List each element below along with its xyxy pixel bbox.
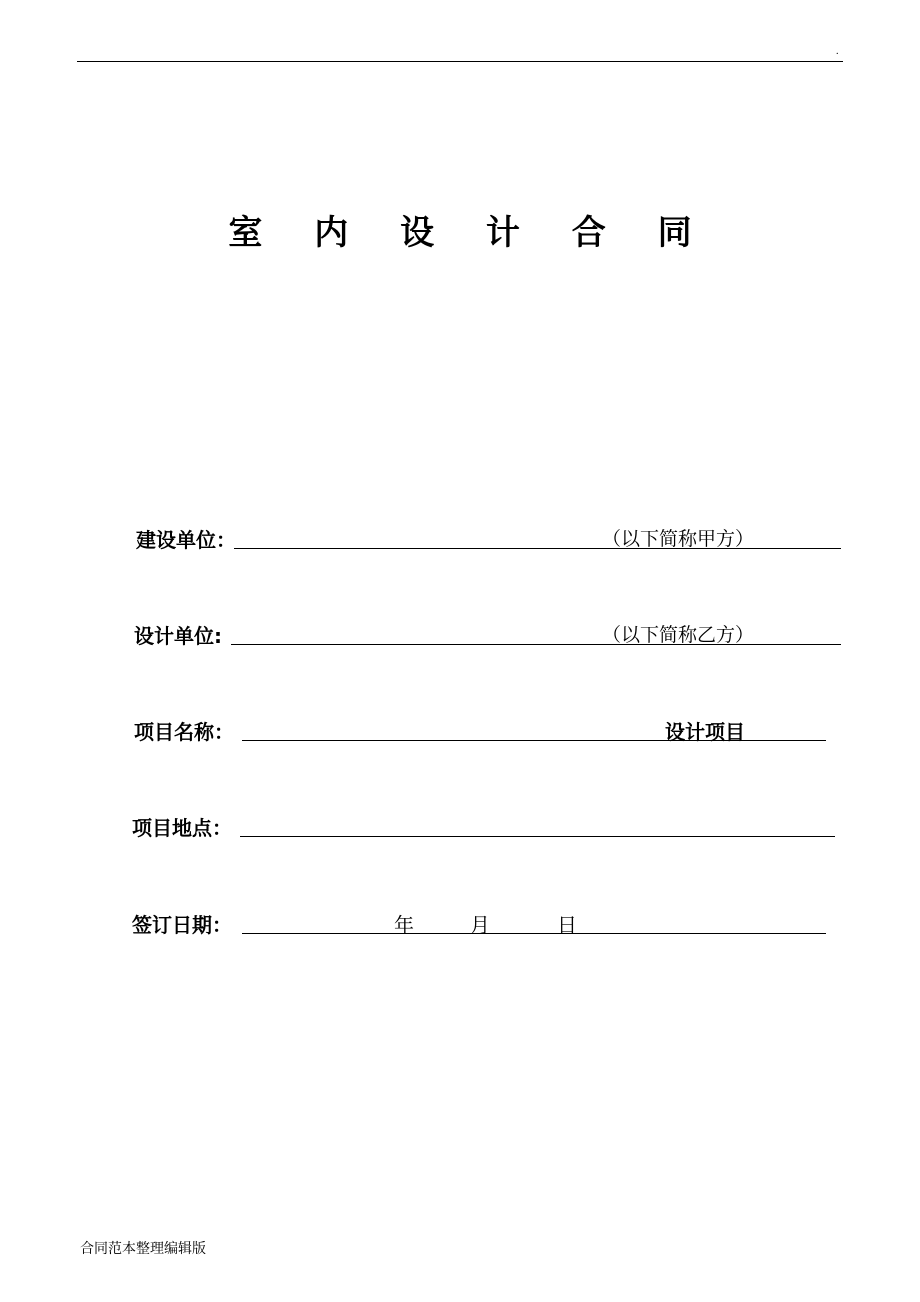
sign-date-month: 月 — [470, 913, 490, 937]
sign-date-row — [0, 909, 920, 939]
project-name-row — [0, 716, 920, 746]
sign-date-day: 日 — [557, 913, 577, 937]
designer-suffix: （以下简称乙方） — [602, 625, 755, 646]
project-site-label: 项目地点： — [132, 816, 232, 840]
designer-row — [0, 620, 920, 650]
sign-date-label: 签订日期： — [132, 913, 232, 937]
designer-label: 设计单位: — [134, 624, 222, 648]
builder-row — [0, 524, 920, 554]
builder-suffix: （以下简称甲方） — [602, 529, 755, 550]
project-name-suffix: 设计项目 — [665, 720, 745, 744]
footer-note: 合同范本整理编辑版 — [80, 1242, 206, 1257]
sign-date-year: 年 — [394, 913, 414, 937]
project-site-field[interactable] — [240, 836, 835, 837]
header-mark: . — [836, 46, 839, 57]
document-title: 室 内 设 计 合 同 — [228, 213, 712, 253]
sign-date-field[interactable] — [242, 933, 826, 934]
header-rule — [77, 61, 843, 62]
builder-label: 建设单位： — [136, 528, 236, 552]
project-name-label: 项目名称： — [134, 720, 234, 744]
project-site-row — [0, 812, 920, 842]
